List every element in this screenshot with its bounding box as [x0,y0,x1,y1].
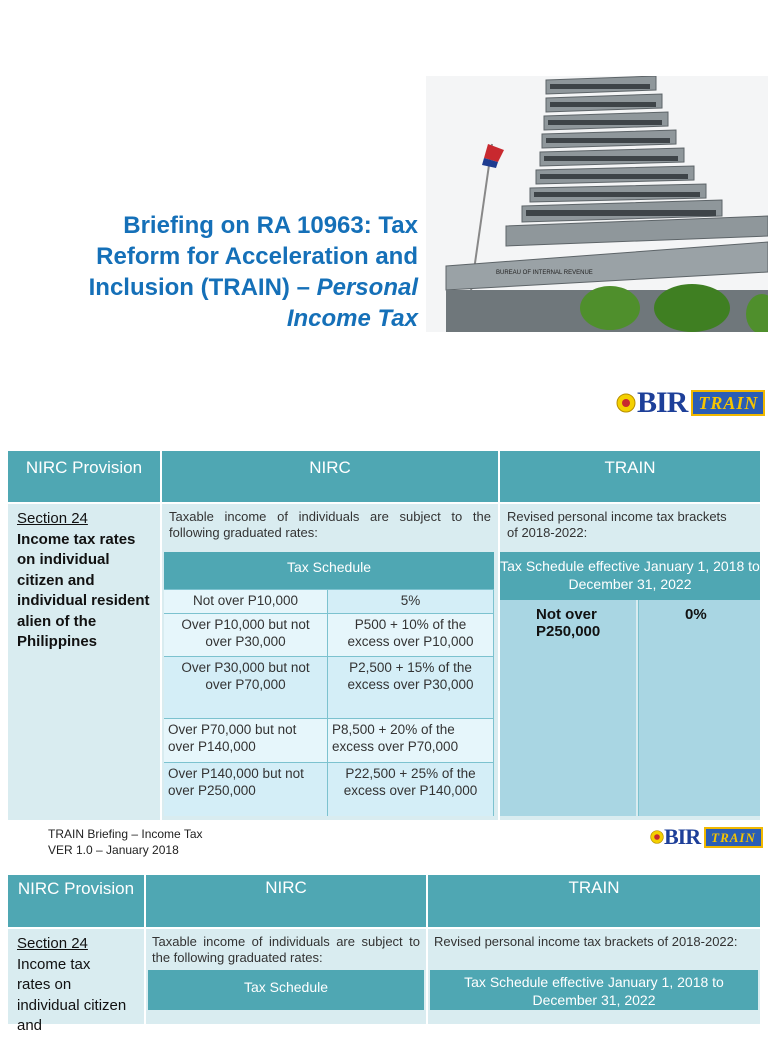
header-nirc-provision: NIRC Provision [8,451,160,502]
header-train: TRAIN [500,451,760,502]
table-row: Not over P10,000 5% [164,589,494,613]
header-nirc: NIRC [162,451,498,502]
train-intro: Revised personal income tax brackets of 2018-2022: [507,509,727,540]
nirc-schedule-title-2: Tax Schedule [148,970,424,1010]
bir-logo: BIR [616,388,687,418]
header-nirc-2: NIRC [146,875,426,927]
train-logo: TRAIN [691,390,765,416]
nirc-intro: Taxable income of individuals are subject to the following graduated rates: [169,509,491,540]
train-rate-cell: 0% [638,600,760,816]
train-intro-2: Revised personal income tax brackets of 2018-2022: [434,934,738,949]
train-bracket-cell: Not over P250,000 [500,600,636,816]
table-row: Over P10,000 but not over P30,000 P500 + 10% of the excess over P10,000 [164,613,494,656]
table-row: Over P140,000 but not over P250,000 P22,500 + 25% of the excess over P140,000 [164,762,494,816]
bir-train-logo [616,388,765,418]
footer-briefing: TRAIN Briefing – Income Tax VER 1.0 – January 2018 [48,827,203,857]
header-nirc-provision-2: NIRC Provision [8,875,144,927]
header-train-2: TRAIN [428,875,760,927]
train-logo: TRAIN [704,827,763,848]
bir-logo: BIR [650,826,700,848]
nirc-intro-2: Taxable income of individuals are subject to the following graduated rates: [152,934,420,965]
bir-train-logo-small [650,826,763,848]
nirc-schedule-title: Tax Schedule [164,552,494,589]
slide-title: Briefing on RA 10963: Tax Reform for Acceleration and Inclusion (TRAIN) – Personal Income Tax [88,212,418,332]
table-row: Over P70,000 but not over P140,000 P8,500 + 20% of the excess over P70,000 [164,718,494,762]
train-schedule-title-2: Tax Schedule effective January 1, 2018 to December 31, 2022 [430,970,758,1010]
table-row: Over P30,000 but not over P70,000 P2,500 + 15% of the excess over P30,000 [164,656,494,718]
bir-building-photo [426,76,768,332]
section-24-text: Section 24 Income tax rates on individual citizen and individual resident alien of the Philippines [17,510,150,650]
train-schedule-title: Tax Schedule effective January 1, 2018 to December 31, 2022 [500,552,760,600]
section-24-text-2: Section 24 Income tax rates on individual citizen and [17,935,127,1034]
svg-text:BUREAU OF INTERNAL REVENUE: BUREAU OF INTERNAL REVENUE [496,270,593,276]
